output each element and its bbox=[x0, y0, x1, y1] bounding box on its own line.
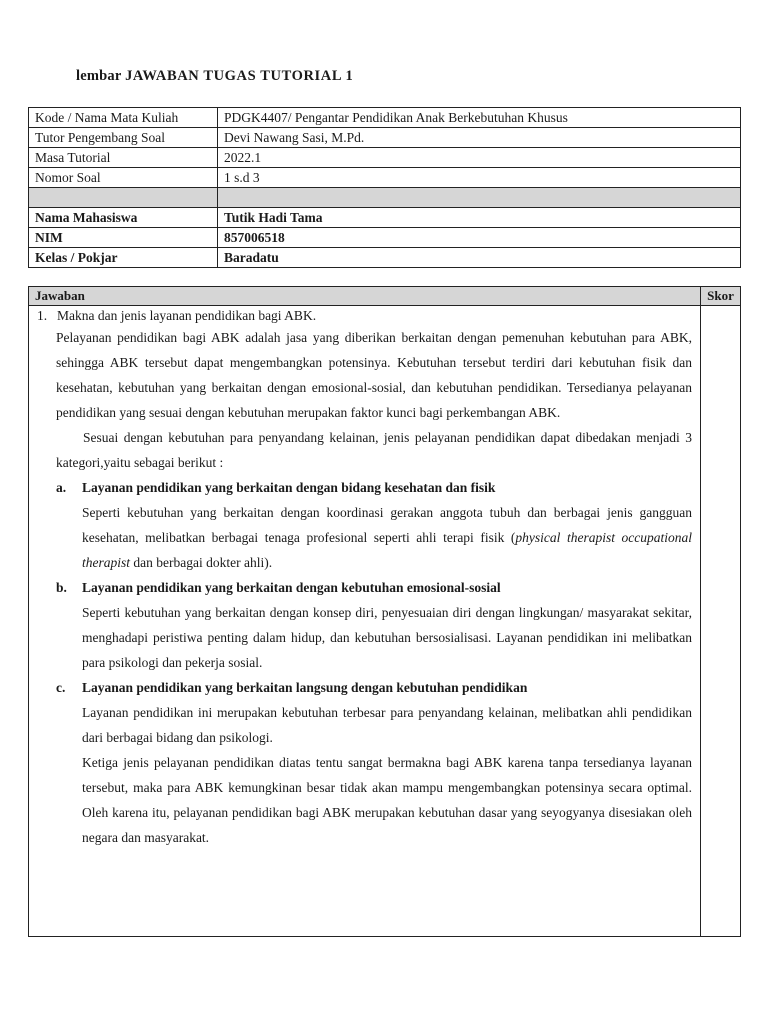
answer-cell bbox=[29, 306, 701, 937]
answer-table bbox=[28, 286, 741, 937]
info-row bbox=[29, 148, 741, 168]
sub-heading-text: Layanan pendidikan yang berkaitan langsung dengan kebutuhan pendidikan bbox=[82, 680, 528, 695]
sub-body-text: dan berbagai dokter ahli). bbox=[130, 555, 273, 570]
sub-marker: c. bbox=[56, 680, 66, 695]
sub-heading-a bbox=[36, 475, 692, 500]
sub-body-c: Layanan pendidikan ini merupakan kebutuhan terbesar para penyandang kelainan, melibatkan ahli pendidikan dari berbagai bidang dan psikologi. bbox=[82, 705, 692, 745]
sub-body-a bbox=[36, 500, 692, 575]
sub-marker: a. bbox=[56, 480, 67, 495]
sub-marker: b. bbox=[56, 580, 67, 595]
answer-header-row bbox=[29, 287, 741, 306]
skor-cell bbox=[701, 306, 741, 937]
closing-paragraph: Ketiga jenis pelayanan pendidikan diatas tentu sangat bermakna bagi ABK karena tanpa tersedianya layanan tersebut, maka para ABK kemungkinan besar tidak akan mampu mengembangkan potensinya secara optimal. Oleh karena itu, pelayanan pendidikan bagi ABK merupakan kebutuhan dasar yang seyogyanya disesiakan oleh negara dan masyarakat. bbox=[82, 755, 692, 845]
info-value: Devi Nawang Sasi, M.Pd. bbox=[218, 128, 741, 148]
student-label: NIM bbox=[29, 228, 218, 248]
page-title bbox=[76, 68, 353, 85]
info-label: Nomor Soal bbox=[29, 168, 218, 188]
student-row bbox=[29, 248, 741, 268]
info-value: 2022.1 bbox=[218, 148, 741, 168]
sub-heading-b bbox=[36, 575, 692, 600]
sub-heading-c bbox=[36, 675, 692, 700]
sub-heading-text: Layanan pendidikan yang berkaitan dengan kebutuhan emosional-sosial bbox=[82, 580, 501, 595]
sub-heading-text: Layanan pendidikan yang berkaitan dengan bidang kesehatan dan fisik bbox=[82, 480, 496, 495]
answer-paragraph: Sesuai dengan kebutuhan para penyandang kelainan, jenis pelayanan pendidikan dapat dibedakan menjadi 3 kategori,yaitu sebagai berikut : bbox=[56, 430, 692, 470]
info-value: PDGK4407/ Pengantar Pendidikan Anak Berkebutuhan Khusus bbox=[218, 108, 741, 128]
skor-header: Skor bbox=[701, 287, 741, 306]
course-info-table bbox=[28, 107, 741, 268]
sub-body-b: Seperti kebutuhan yang berkaitan dengan konsep diri, penyesuaian diri dengan lingkungan/ masyarakat sekitar, menghadapi peristiwa penting dalam hidup, dan kebutuhan bersosialisasi. Layanan pendidikan ini melibatkan para psikologi dan pekerja sosial. bbox=[82, 605, 692, 670]
student-row bbox=[29, 228, 741, 248]
separator-row bbox=[29, 188, 741, 208]
answer-paragraph: Pelayanan pendidikan bagi ABK adalah jasa yang diberikan berkaitan dengan pemenuhan kebutuhan para ABK, sehingga ABK tersebut dapat mengembangkan potensinya. Kebutuhan tersebut terdiri dari kebutuhan fisik dan kesehatan, kebutuhan yang berkaitan dengan emosional-sosial, dan kebutuhan pendidikan. Tersedianya pelayanan pendidikan yang sesuai dengan kebutuhan merupakan faktor kunci bagi perkembangan ABK. bbox=[56, 330, 692, 420]
title-lead: lembar bbox=[76, 68, 122, 84]
answer-body-row bbox=[29, 306, 741, 937]
student-label: Nama Mahasiswa bbox=[29, 208, 218, 228]
student-value: Tutik Hadi Tama bbox=[218, 208, 741, 228]
jawaban-header: Jawaban bbox=[29, 287, 701, 306]
question-line bbox=[36, 306, 692, 325]
info-label: Tutor Pengembang Soal bbox=[29, 128, 218, 148]
question-number: 1. bbox=[37, 308, 48, 323]
question-text: Makna dan jenis layanan pendidikan bagi ABK. bbox=[57, 308, 317, 323]
sub-body-text: Seperti kebutuhan yang berkaitan dengan koordinasi gerakan anggota tubuh dan berbagai jenis gangguan kesehatan, melibatkan berbagai tenaga profesional seperti ahli terapi fisik ( bbox=[82, 505, 692, 545]
title-main: JAWABAN TUGAS TUTORIAL 1 bbox=[125, 68, 354, 84]
answer-content bbox=[29, 306, 700, 850]
sub-body-italic: physical therapist occupational therapist bbox=[82, 530, 692, 570]
info-row bbox=[29, 108, 741, 128]
info-row bbox=[29, 168, 741, 188]
student-value: Baradatu bbox=[218, 248, 741, 268]
info-value: 1 s.d 3 bbox=[218, 168, 741, 188]
student-value: 857006518 bbox=[218, 228, 741, 248]
info-label: Masa Tutorial bbox=[29, 148, 218, 168]
student-row bbox=[29, 208, 741, 228]
info-row bbox=[29, 128, 741, 148]
info-label: Kode / Nama Mata Kuliah bbox=[29, 108, 218, 128]
student-label: Kelas / Pokjar bbox=[29, 248, 218, 268]
